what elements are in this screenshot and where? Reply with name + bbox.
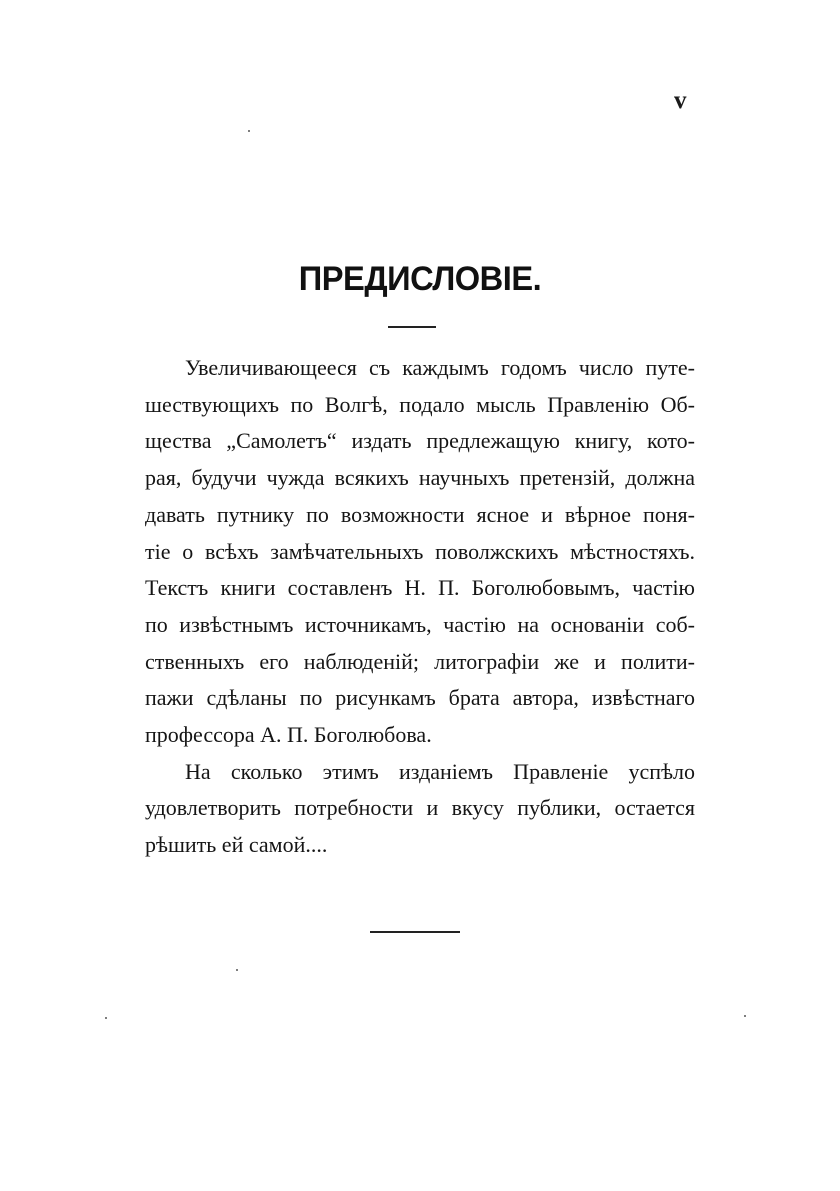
paragraph-1	[145, 350, 695, 754]
closing-divider	[370, 931, 460, 933]
text-line: Увеличивающееся съ каждымъ годомъ число путе-	[185, 355, 695, 380]
text-line: по извѣстнымъ источникамъ, частію на основаніи соб-	[145, 611, 695, 637]
scan-speck	[248, 130, 250, 132]
page-title: ПРЕДИСЛОВІЕ.	[298, 260, 542, 298]
text-line: Текстъ книги составленъ Н. П. Боголюбовымъ, частію	[145, 575, 695, 601]
text-line: давать путнику по возможности ясное и вѣрное поня-	[145, 501, 695, 527]
text-line: шествующихъ по Волгѣ, подало мысль Правленію Об-	[145, 391, 695, 417]
text-line: рая, будучи чужда всякихъ научныхъ претензій, должна	[145, 465, 695, 491]
paragraph-2	[145, 754, 695, 864]
text-line: На сколько этимъ изданіемъ Правленіе успѣло	[185, 758, 695, 784]
text-line: тіе о всѣхъ замѣчательныхъ поволжскихъ мѣстностяхъ.	[145, 538, 695, 564]
text-line: пажи сдѣланы по рисункамъ брата автора, извѣстнаго	[145, 685, 695, 711]
scan-speck	[236, 969, 238, 971]
preface-text	[145, 350, 695, 864]
text-line: профессора А. П. Боголюбова.	[145, 722, 432, 748]
text-line: ственныхъ его наблюденій; литографіи же и полити-	[145, 648, 695, 674]
scan-speck	[105, 1017, 107, 1019]
page-number: v	[674, 87, 687, 114]
title-divider	[388, 326, 436, 328]
text-line: удовлетворить потребности и вкусу публики, остается	[145, 795, 695, 821]
scan-speck	[744, 1015, 746, 1017]
text-line: щества „Самолетъ“ издать предлежащую книгу, кото-	[145, 428, 695, 454]
text-line: рѣшить ей самой....	[145, 832, 328, 858]
